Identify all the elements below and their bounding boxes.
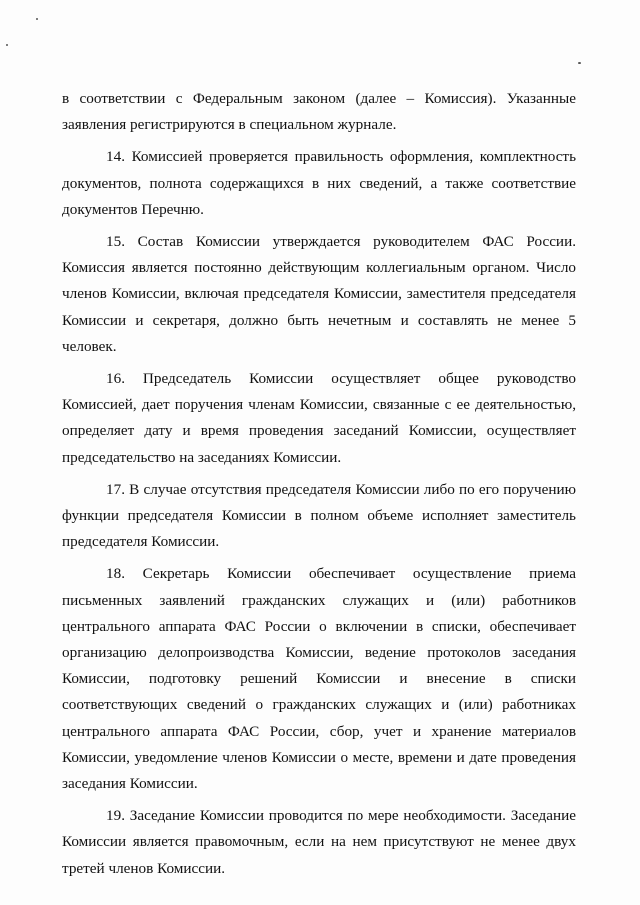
paragraph-15: 15. Состав Комиссии утверждается руководителем ФАС России. Комиссия является постоянно действующим коллегиальным органом. Число членов Комиссии, включая председателя Комиссии, заместителя председателя Комиссии и секретаря, должно быть нечетным и составлять не менее 5 человек. bbox=[62, 233, 576, 355]
paragraph-18: 18. Секретарь Комиссии обеспечивает осуществление приема письменных заявлений гражданских служащих и (или) работников центрального аппарата ФАС России о включении в списки, обеспечивает организацию делопроизводства Комиссии, ведение протоколов заседания Комиссии, подготовку решений Комиссии и внесение в списки соответствующих сведений о гражданских служащих и (или) работниках центрального аппарата ФАС России, сбор, учет и хранение материалов Комиссии, уведомление членов Комиссии о месте, времени и дате проведения заседания Комиссии. bbox=[62, 565, 576, 793]
paragraph-14: 14. Комиссией проверяется правильность оформления, комплектность документов, полнота содержащихся в них сведений, а также соответствие документов Перечню. bbox=[62, 148, 576, 218]
paragraph-17: 17. В случае отсутствия председателя Комиссии либо по его поручению функции председателя Комиссии в полном объеме исполняет заместитель председателя Комиссии. bbox=[62, 480, 576, 551]
paragraph-16: 16. Председатель Комиссии осуществляет общее руководство Комиссией, дает поручения членам Комиссии, связанные с ее деятельностью, определяет дату и время проведения заседаний Комиссии, осуществляет председательство на заседаниях Комиссии. bbox=[62, 370, 576, 466]
document-body bbox=[62, 86, 576, 888]
scan-artifact bbox=[6, 44, 8, 46]
scan-artifact bbox=[578, 62, 581, 64]
scan-artifact bbox=[36, 18, 38, 20]
paragraph-19: 19. Заседание Комиссии проводится по мере необходимости. Заседание Комиссии является правомочным, если на нем присутствуют не менее двух третей членов Комиссии. bbox=[62, 807, 576, 877]
paragraph-continuation: в соответствии с Федеральным законом (далее – Комиссия). Указанные заявления регистрируются в специальном журнале. bbox=[62, 90, 576, 134]
